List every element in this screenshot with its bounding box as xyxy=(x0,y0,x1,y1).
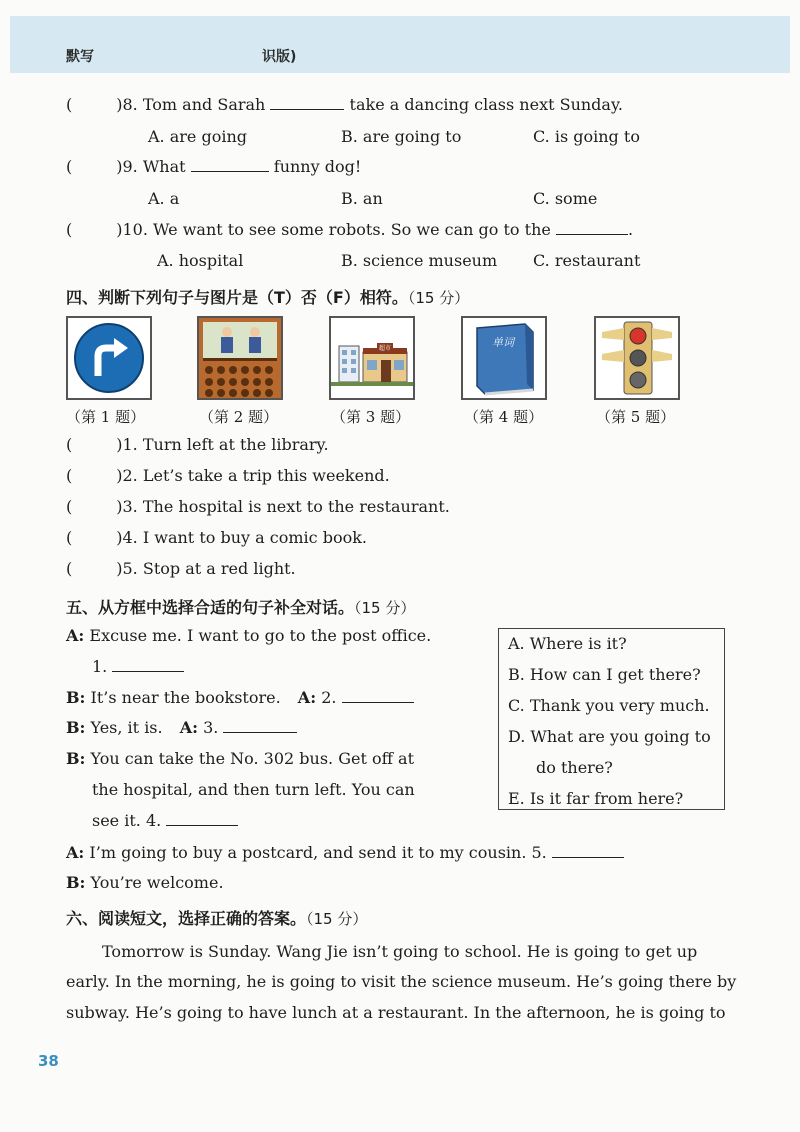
tf-item-1: ( )1. Turn left at the library. xyxy=(66,435,329,454)
question-stem: funny dog! xyxy=(273,157,362,176)
question-number: )9. xyxy=(116,157,138,176)
svg-text:单词: 单词 xyxy=(492,336,514,349)
answer-blank[interactable] xyxy=(166,811,238,826)
mc-q9-option-b: B. an xyxy=(341,189,383,208)
question-stem: Tom and Sarah xyxy=(142,95,266,114)
option-e: E. Is it far from here? xyxy=(508,789,684,808)
options-box xyxy=(498,628,725,810)
mc-q8-option-a: A. are going xyxy=(148,127,248,146)
mc-q10-option-c: C. restaurant xyxy=(533,251,641,270)
question-stem: take a dancing class next Sunday. xyxy=(349,95,623,114)
caption-2: （第 2 题） xyxy=(199,408,279,426)
traffic-light-icon xyxy=(596,318,678,398)
dialogue-line-1: A: Excuse me. I want to go to the post office. xyxy=(66,626,432,645)
picture-1 xyxy=(66,316,152,400)
section-score: （15 分） xyxy=(354,599,416,617)
svg-text:超市: 超市 xyxy=(378,345,392,352)
mc-q9-option-c: C. some xyxy=(533,189,598,208)
section-score: （15 分） xyxy=(407,289,470,307)
passage-line-3: subway. He’s going to have lunch at a restaurant. In the afternoon, he is going to xyxy=(66,1003,726,1022)
header-band xyxy=(10,16,790,73)
answer-paren: ( xyxy=(66,497,73,516)
answer-blank[interactable] xyxy=(223,718,297,733)
mc-q8-option-b: B. are going to xyxy=(341,127,462,146)
question-stem: . xyxy=(627,220,634,239)
option-c: C. Thank you very much. xyxy=(508,696,710,715)
picture-3 xyxy=(329,316,415,400)
dialogue-line-4: B: Yes, it is. A: 3. xyxy=(66,718,297,737)
option-b: B. How can I get there? xyxy=(508,665,701,684)
question-number: )10. xyxy=(116,220,148,239)
passage-line-1: Tomorrow is Sunday. Wang Jie isn’t going to school. He is going to get up xyxy=(102,942,698,961)
question-number: )8. xyxy=(116,95,138,114)
theater-icon xyxy=(199,318,281,398)
option-a: A. Where is it? xyxy=(508,634,627,653)
answer-blank[interactable] xyxy=(270,95,344,110)
dialogue-line-9: B: You’re welcome. xyxy=(66,873,224,892)
turn-right-sign-icon xyxy=(68,318,150,398)
answer-paren: ( xyxy=(66,528,73,547)
mc-q10-option-b: B. science museum xyxy=(341,251,498,270)
tf-item-3: ( )3. The hospital is next to the restaurant. xyxy=(66,497,450,516)
picture-2 xyxy=(197,316,283,400)
hospital-restaurant-icon xyxy=(331,318,413,398)
mc-q10-option-a: A. hospital xyxy=(157,251,244,270)
mc-q10 xyxy=(66,220,633,239)
option-d-cont: do there? xyxy=(536,758,613,777)
tf-item-4: ( )4. I want to buy a comic book. xyxy=(66,528,367,547)
mc-q9-option-a: A. a xyxy=(148,189,180,208)
dialogue-line-3: B: It’s near the bookstore. A: 2. xyxy=(66,688,414,707)
tf-item-2: ( )2. Let’s take a trip this weekend. xyxy=(66,466,390,485)
option-d: D. What are you going to xyxy=(508,727,711,746)
answer-paren: ( xyxy=(66,95,73,114)
answer-blank[interactable] xyxy=(552,843,624,858)
answer-paren: ( xyxy=(66,157,73,176)
section4-title: 四、判断下列句子与图片是（T）否（F）相符。（15 分） xyxy=(66,288,470,307)
dialogue-line-2: 1. xyxy=(92,657,184,676)
caption-1: （第 1 题） xyxy=(66,408,146,426)
caption-3: （第 3 题） xyxy=(331,408,411,426)
mc-q8 xyxy=(66,95,623,114)
picture-4 xyxy=(461,316,547,400)
answer-blank[interactable] xyxy=(191,157,269,172)
caption-4: （第 4 题） xyxy=(464,408,544,426)
dialogue-line-8: A: I’m going to buy a postcard, and send it to my cousin. 5. xyxy=(66,843,624,862)
mc-q8-option-c: C. is going to xyxy=(533,127,640,146)
question-stem: We want to see some robots. So we can go to the xyxy=(153,220,551,239)
section-score: （15 分） xyxy=(306,910,368,928)
dialogue-line-7: see it. 4. xyxy=(92,811,238,830)
answer-blank[interactable] xyxy=(556,220,628,235)
section5-title: 五、从方框中选择合适的句子补全对话。（15 分） xyxy=(66,598,416,617)
dialogue-line-5: B: You can take the No. 302 bus. Get off at xyxy=(66,749,415,768)
answer-paren: ( xyxy=(66,559,73,578)
section6-title: 六、阅读短文，选择正确的答案。（15 分） xyxy=(66,909,368,928)
answer-paren: ( xyxy=(66,435,73,454)
passage-line-2: early. In the morning, he is going to visit the science museum. He’s going there by xyxy=(66,972,737,991)
header-left-text: 默写 xyxy=(66,49,94,65)
tf-item-5: ( )5. Stop at a red light. xyxy=(66,559,296,578)
caption-5: （第 5 题） xyxy=(596,408,676,426)
picture-5 xyxy=(594,316,680,400)
question-stem: What xyxy=(142,157,186,176)
dialogue-line-6: the hospital, and then turn left. You can xyxy=(92,780,415,799)
page-number: 38 xyxy=(38,1052,59,1070)
answer-paren: ( xyxy=(66,220,73,239)
answer-paren: ( xyxy=(66,466,73,485)
answer-blank[interactable] xyxy=(342,688,414,703)
answer-blank[interactable] xyxy=(112,657,184,672)
header-right-text: 识版) xyxy=(262,49,297,65)
mc-q9 xyxy=(66,157,361,176)
book-icon xyxy=(463,318,545,398)
